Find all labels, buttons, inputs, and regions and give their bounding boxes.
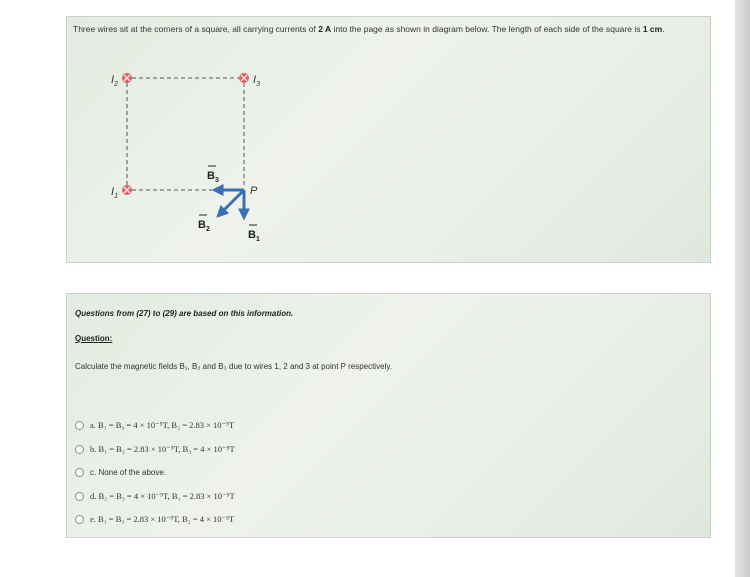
wire-3-marker [239, 73, 249, 83]
intro-text-1: Three wires sit at the corners of a square, all carrying currents of [73, 24, 319, 34]
window-edge [735, 0, 750, 577]
point-p-label: P [250, 185, 258, 197]
wire-1-label: $I_1$ [111, 186, 118, 200]
answer-options [75, 414, 235, 532]
option-d-label: d. B₂ = B₃ = 4 × 10⁻⁵T, B₁ = 2.83 × 10⁻⁵T [90, 490, 235, 501]
option-a-label: a. B₁ = B₃ = 4 × 10⁻⁵T, B₂ = 2.83 × 10⁻⁵T [90, 420, 235, 431]
option-d-radio[interactable] [75, 492, 84, 501]
option-b[interactable] [75, 438, 235, 462]
svg-text:B2: $B_2$ [198, 219, 210, 233]
wire-1-marker [122, 185, 132, 195]
option-e[interactable] [75, 508, 235, 532]
intro-text-2: into the page as shown in diagram below. The length of each side of the square is [331, 24, 643, 34]
b2-vector [218, 190, 244, 216]
question-panel [66, 293, 711, 538]
question-text: Calculate the magnetic fields B₁, B₂ and B₃ due to wires 1, 2 and 3 at point P respectively. [75, 362, 392, 371]
option-c-radio[interactable] [75, 468, 84, 477]
question-header: Questions from (27) to (29) are based on this information. [75, 309, 294, 318]
intro-current: 2 A [318, 24, 332, 34]
option-e-label: e. B₁ = B₃ = 2.83 × 10⁻⁵T, B₂ = 4 × 10⁻⁵T [90, 514, 235, 525]
wire-2-label: $I_2$ [111, 74, 118, 88]
b2-label [198, 215, 210, 233]
option-c[interactable] [75, 461, 235, 485]
diagram-panel [66, 16, 711, 263]
square-diagram [67, 17, 710, 262]
option-a[interactable] [75, 414, 235, 438]
b3-label [207, 166, 219, 184]
option-a-radio[interactable] [75, 421, 84, 430]
intro-side-length: 1 cm [642, 24, 663, 34]
svg-text:B3: $B_3$ [207, 170, 219, 184]
option-e-radio[interactable] [75, 515, 84, 524]
b1-label [248, 225, 260, 243]
wire-3-label: $I_3$ [253, 74, 260, 88]
option-c-label: c. None of the above. [90, 468, 167, 478]
option-b-radio[interactable] [75, 445, 84, 454]
intro-text-3: . [662, 24, 665, 34]
option-b-label: b. B₁ = B₂ = 2.83 × 10⁻⁵T, B₃ = 4 × 10⁻⁵T [90, 443, 235, 454]
question-label: Question: [75, 334, 113, 343]
wire-2-marker [122, 73, 132, 83]
option-d[interactable] [75, 485, 235, 509]
svg-text:B1: $B_1$ [248, 229, 260, 243]
